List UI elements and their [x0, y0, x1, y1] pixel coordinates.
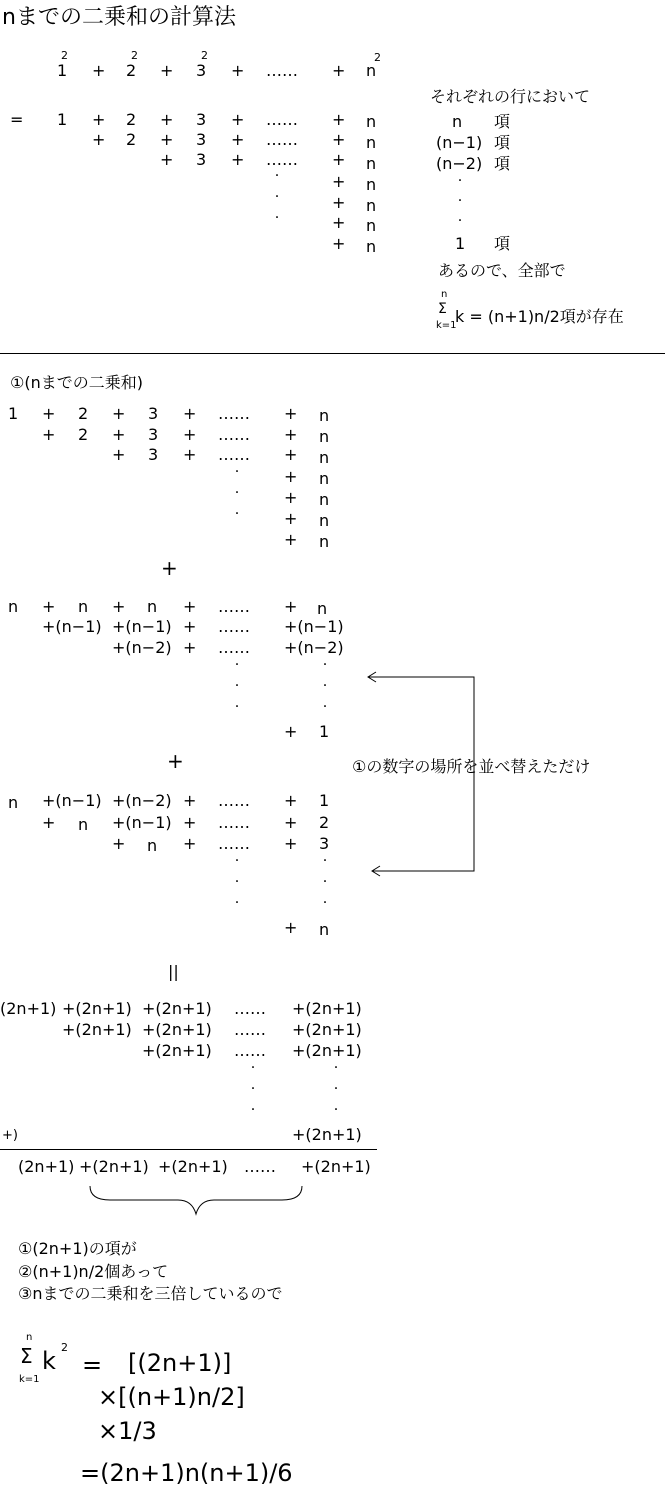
- plus-sign: +: [183, 617, 197, 636]
- note-formula: k = (n+1)n/2項が存在: [455, 307, 624, 326]
- vertical-dot: ・: [455, 196, 465, 207]
- plus-sign: +: [42, 597, 56, 616]
- vertical-dot: ・: [455, 216, 465, 227]
- equals-sign: ||: [168, 962, 179, 981]
- plus-sign: +: [284, 509, 298, 528]
- term: n: [8, 793, 19, 812]
- term: 3: [196, 110, 207, 129]
- sigma-lower: k=1: [436, 320, 457, 331]
- plus-sign: +: [284, 597, 298, 616]
- note-count: n: [452, 112, 463, 131]
- sum-term: +(2n+1): [292, 1125, 362, 1144]
- underbrace-icon: [86, 1184, 308, 1228]
- term: +(n−2): [112, 791, 172, 810]
- vertical-dot: ・: [320, 877, 330, 888]
- term: +(n−1): [42, 791, 102, 810]
- sigma-upper: n: [26, 1332, 33, 1343]
- term: n: [147, 597, 158, 616]
- ellipsis: ……: [218, 425, 250, 444]
- plus-sign: +: [112, 834, 126, 853]
- formula-result: =(2n+1)n(n+1)/6: [80, 1459, 293, 1487]
- vertical-dot: ・: [248, 1063, 258, 1074]
- note-unit: 項: [494, 154, 511, 173]
- vertical-dot: ・: [272, 171, 282, 182]
- total-term: +(2n+1): [79, 1157, 149, 1176]
- vertical-dot: ・: [232, 467, 242, 478]
- term: 3: [196, 130, 207, 149]
- note-unit: 項: [494, 112, 511, 131]
- ellipsis: ……: [266, 150, 298, 169]
- term: 3: [148, 445, 159, 464]
- plus-sign: +: [112, 404, 126, 423]
- vertical-dot: ・: [248, 1084, 258, 1095]
- term: 1: [57, 61, 68, 80]
- vertical-dot: ・: [232, 681, 242, 692]
- plus-sign: +: [332, 172, 346, 191]
- term: +(n−1): [112, 813, 172, 832]
- ellipsis: ……: [234, 1041, 266, 1060]
- term: n: [319, 511, 330, 530]
- sum-term: +(2n+1): [292, 999, 362, 1018]
- vertical-dot: ・: [331, 1063, 341, 1074]
- vertical-dot: ・: [320, 898, 330, 909]
- page-title: nまでの二乗和の計算法: [2, 5, 236, 30]
- note-line: ②(n+1)n/2個あって: [18, 1262, 169, 1281]
- vertical-dot: ・: [248, 1105, 258, 1116]
- plus-sign: +: [284, 530, 298, 549]
- plus-sign: +: [160, 150, 174, 169]
- plus-sign: +: [92, 61, 106, 80]
- exponent: 2: [201, 49, 208, 62]
- plus-sign: +: [183, 834, 197, 853]
- vertical-dot: ・: [320, 660, 330, 671]
- total-term: (2n+1): [18, 1157, 75, 1176]
- term: n: [8, 597, 19, 616]
- plus-sign: +: [231, 130, 245, 149]
- vertical-dot: ・: [232, 898, 242, 909]
- term: n: [319, 469, 330, 488]
- plus-sign: +: [42, 425, 56, 444]
- plus-sign: +: [112, 597, 126, 616]
- term: n: [319, 920, 330, 939]
- term: 3: [148, 404, 159, 423]
- term: 2: [126, 130, 137, 149]
- term: n: [78, 597, 89, 616]
- ellipsis: ……: [234, 1020, 266, 1039]
- section-heading: ①(nまでの二乗和): [10, 373, 143, 392]
- ellipsis: ……: [218, 445, 250, 464]
- vertical-dot: ・: [320, 856, 330, 867]
- term: 2: [78, 425, 89, 444]
- plus-sign: +: [284, 918, 298, 937]
- sigma-symbol: Σ: [438, 301, 447, 317]
- term: n: [147, 836, 158, 855]
- ellipsis: ……: [234, 999, 266, 1018]
- term: 3: [319, 834, 330, 853]
- term: n: [366, 175, 377, 194]
- term: 2: [319, 813, 330, 832]
- plus-sign: +: [160, 110, 174, 129]
- term: n: [366, 237, 377, 256]
- ellipsis: ……: [218, 834, 250, 853]
- plus-sign: +: [284, 834, 298, 853]
- plus-sign: +: [284, 404, 298, 423]
- plus-sign: +: [183, 445, 197, 464]
- total-term: +(2n+1): [301, 1157, 371, 1176]
- term: n: [366, 216, 377, 235]
- ellipsis: ……: [218, 404, 250, 423]
- vertical-dot: ・: [320, 702, 330, 713]
- plus-sign: +: [231, 150, 245, 169]
- plus-sign: +: [284, 488, 298, 507]
- term: 1: [319, 791, 330, 810]
- ellipsis: ……: [218, 617, 250, 636]
- term: n: [319, 532, 330, 551]
- plus-sign: +: [183, 638, 197, 657]
- ellipsis: ……: [218, 791, 250, 810]
- plus-sign: +: [92, 130, 106, 149]
- sum-term: +(2n+1): [142, 1041, 212, 1060]
- vertical-dot: ・: [320, 681, 330, 692]
- term: 3: [196, 150, 207, 169]
- sum-term: +(2n+1): [292, 1041, 362, 1060]
- term: 2: [78, 404, 89, 423]
- plus-sign: +: [160, 61, 174, 80]
- term: n: [366, 196, 377, 215]
- plus-sign: +: [231, 61, 245, 80]
- ellipsis: ……: [266, 110, 298, 129]
- plus-sign: +: [183, 425, 197, 444]
- note-count: (n−2): [436, 154, 483, 173]
- note-unit: 項: [494, 234, 511, 253]
- plus-sign: +: [332, 130, 346, 149]
- term: 3: [148, 425, 159, 444]
- ellipsis: ……: [218, 813, 250, 832]
- formula-line: [(2n+1)]: [128, 1349, 232, 1377]
- term: 1: [8, 404, 19, 423]
- term: +(n−1): [42, 617, 102, 636]
- vertical-dot: ・: [232, 660, 242, 671]
- plus-sign: +: [284, 445, 298, 464]
- plus-sign: +: [332, 110, 346, 129]
- plus-sign: +: [183, 813, 197, 832]
- formula-line: ×[(n+1)n/2]: [98, 1383, 245, 1411]
- rearrange-note: ①の数字の場所を並べ替えただけ: [352, 757, 591, 776]
- term: n: [319, 427, 330, 446]
- plus-sign: +: [183, 404, 197, 423]
- vertical-dot: ・: [331, 1084, 341, 1095]
- term: n: [319, 490, 330, 509]
- equals-sign: =: [82, 1351, 103, 1379]
- term: n: [319, 448, 330, 467]
- sigma-symbol: Σ: [20, 1344, 33, 1368]
- block-plus: +: [167, 749, 184, 773]
- plus-sign: +: [332, 234, 346, 253]
- sum-term: +(2n+1): [142, 1020, 212, 1039]
- exponent: 2: [61, 1341, 68, 1354]
- summand: k: [42, 1347, 56, 1375]
- plus-sign: +: [183, 791, 197, 810]
- sum-term: +(2n+1): [62, 999, 132, 1018]
- block-plus: +: [161, 556, 178, 580]
- ellipsis: ……: [218, 597, 250, 616]
- term: n: [317, 599, 328, 618]
- term: n: [366, 61, 377, 80]
- total-term: +(2n+1): [158, 1157, 228, 1176]
- equals-sign: =: [10, 110, 24, 129]
- sum-marker: +): [2, 1128, 18, 1143]
- vertical-dot: ・: [232, 702, 242, 713]
- ellipsis: ……: [266, 61, 298, 80]
- sum-term: +(2n+1): [142, 999, 212, 1018]
- plus-sign: +: [284, 467, 298, 486]
- sigma-upper: n: [441, 289, 448, 300]
- term: n: [78, 815, 89, 834]
- ellipsis: ……: [244, 1157, 276, 1176]
- section-divider: [0, 353, 665, 354]
- vertical-dot: ・: [232, 488, 242, 499]
- sum-term: +(2n+1): [292, 1020, 362, 1039]
- sum-term: (2n+1): [0, 999, 57, 1018]
- plus-sign: +: [42, 404, 56, 423]
- sum-term: +(2n+1): [62, 1020, 132, 1039]
- term: +(n−2): [284, 638, 344, 657]
- plus-sign: +: [332, 193, 346, 212]
- plus-sign: +: [92, 110, 106, 129]
- vertical-dot: ・: [232, 509, 242, 520]
- sum-line: [0, 1149, 377, 1150]
- vertical-dot: ・: [331, 1105, 341, 1116]
- plus-sign: +: [231, 110, 245, 129]
- plus-sign: +: [112, 445, 126, 464]
- plus-sign: +: [332, 213, 346, 232]
- plus-sign: +: [284, 425, 298, 444]
- plus-sign: +: [112, 425, 126, 444]
- vertical-dot: ・: [232, 877, 242, 888]
- plus-sign: +: [183, 597, 197, 616]
- plus-sign: +: [284, 813, 298, 832]
- term: 2: [126, 110, 137, 129]
- note-count: 1: [455, 234, 466, 253]
- note-heading: それぞれの行において: [430, 87, 591, 106]
- vertical-dot: ・: [455, 176, 465, 187]
- term: 3: [196, 61, 207, 80]
- exponent: 2: [374, 51, 381, 64]
- term: 1: [57, 110, 68, 129]
- note-count: (n−1): [436, 133, 483, 152]
- term: n: [366, 154, 377, 173]
- note-line: ③nまでの二乗和を三倍しているので: [18, 1284, 283, 1303]
- note-line: ①(2n+1)の項が: [18, 1239, 137, 1258]
- plus-sign: +: [284, 722, 298, 741]
- term: +(n−2): [112, 638, 172, 657]
- plus-sign: +: [332, 150, 346, 169]
- term: n: [366, 133, 377, 152]
- term: 1: [319, 722, 330, 741]
- exponent: 2: [131, 49, 138, 62]
- exponent: 2: [61, 49, 68, 62]
- formula-line: ×1/3: [98, 1417, 157, 1445]
- term: n: [366, 112, 377, 131]
- note-unit: 項: [494, 133, 511, 152]
- term: +(n−1): [284, 617, 344, 636]
- term: 2: [126, 61, 137, 80]
- sigma-lower: k=1: [19, 1374, 40, 1385]
- vertical-dot: ・: [232, 856, 242, 867]
- term: n: [319, 406, 330, 425]
- vertical-dot: ・: [272, 192, 282, 203]
- vertical-dot: ・: [272, 213, 282, 224]
- plus-sign: +: [332, 61, 346, 80]
- plus-sign: +: [42, 813, 56, 832]
- ellipsis: ……: [218, 638, 250, 657]
- plus-sign: +: [284, 791, 298, 810]
- ellipsis: ……: [266, 130, 298, 149]
- term: +(n−1): [112, 617, 172, 636]
- note-all: あるので、全部で: [438, 261, 566, 280]
- plus-sign: +: [160, 130, 174, 149]
